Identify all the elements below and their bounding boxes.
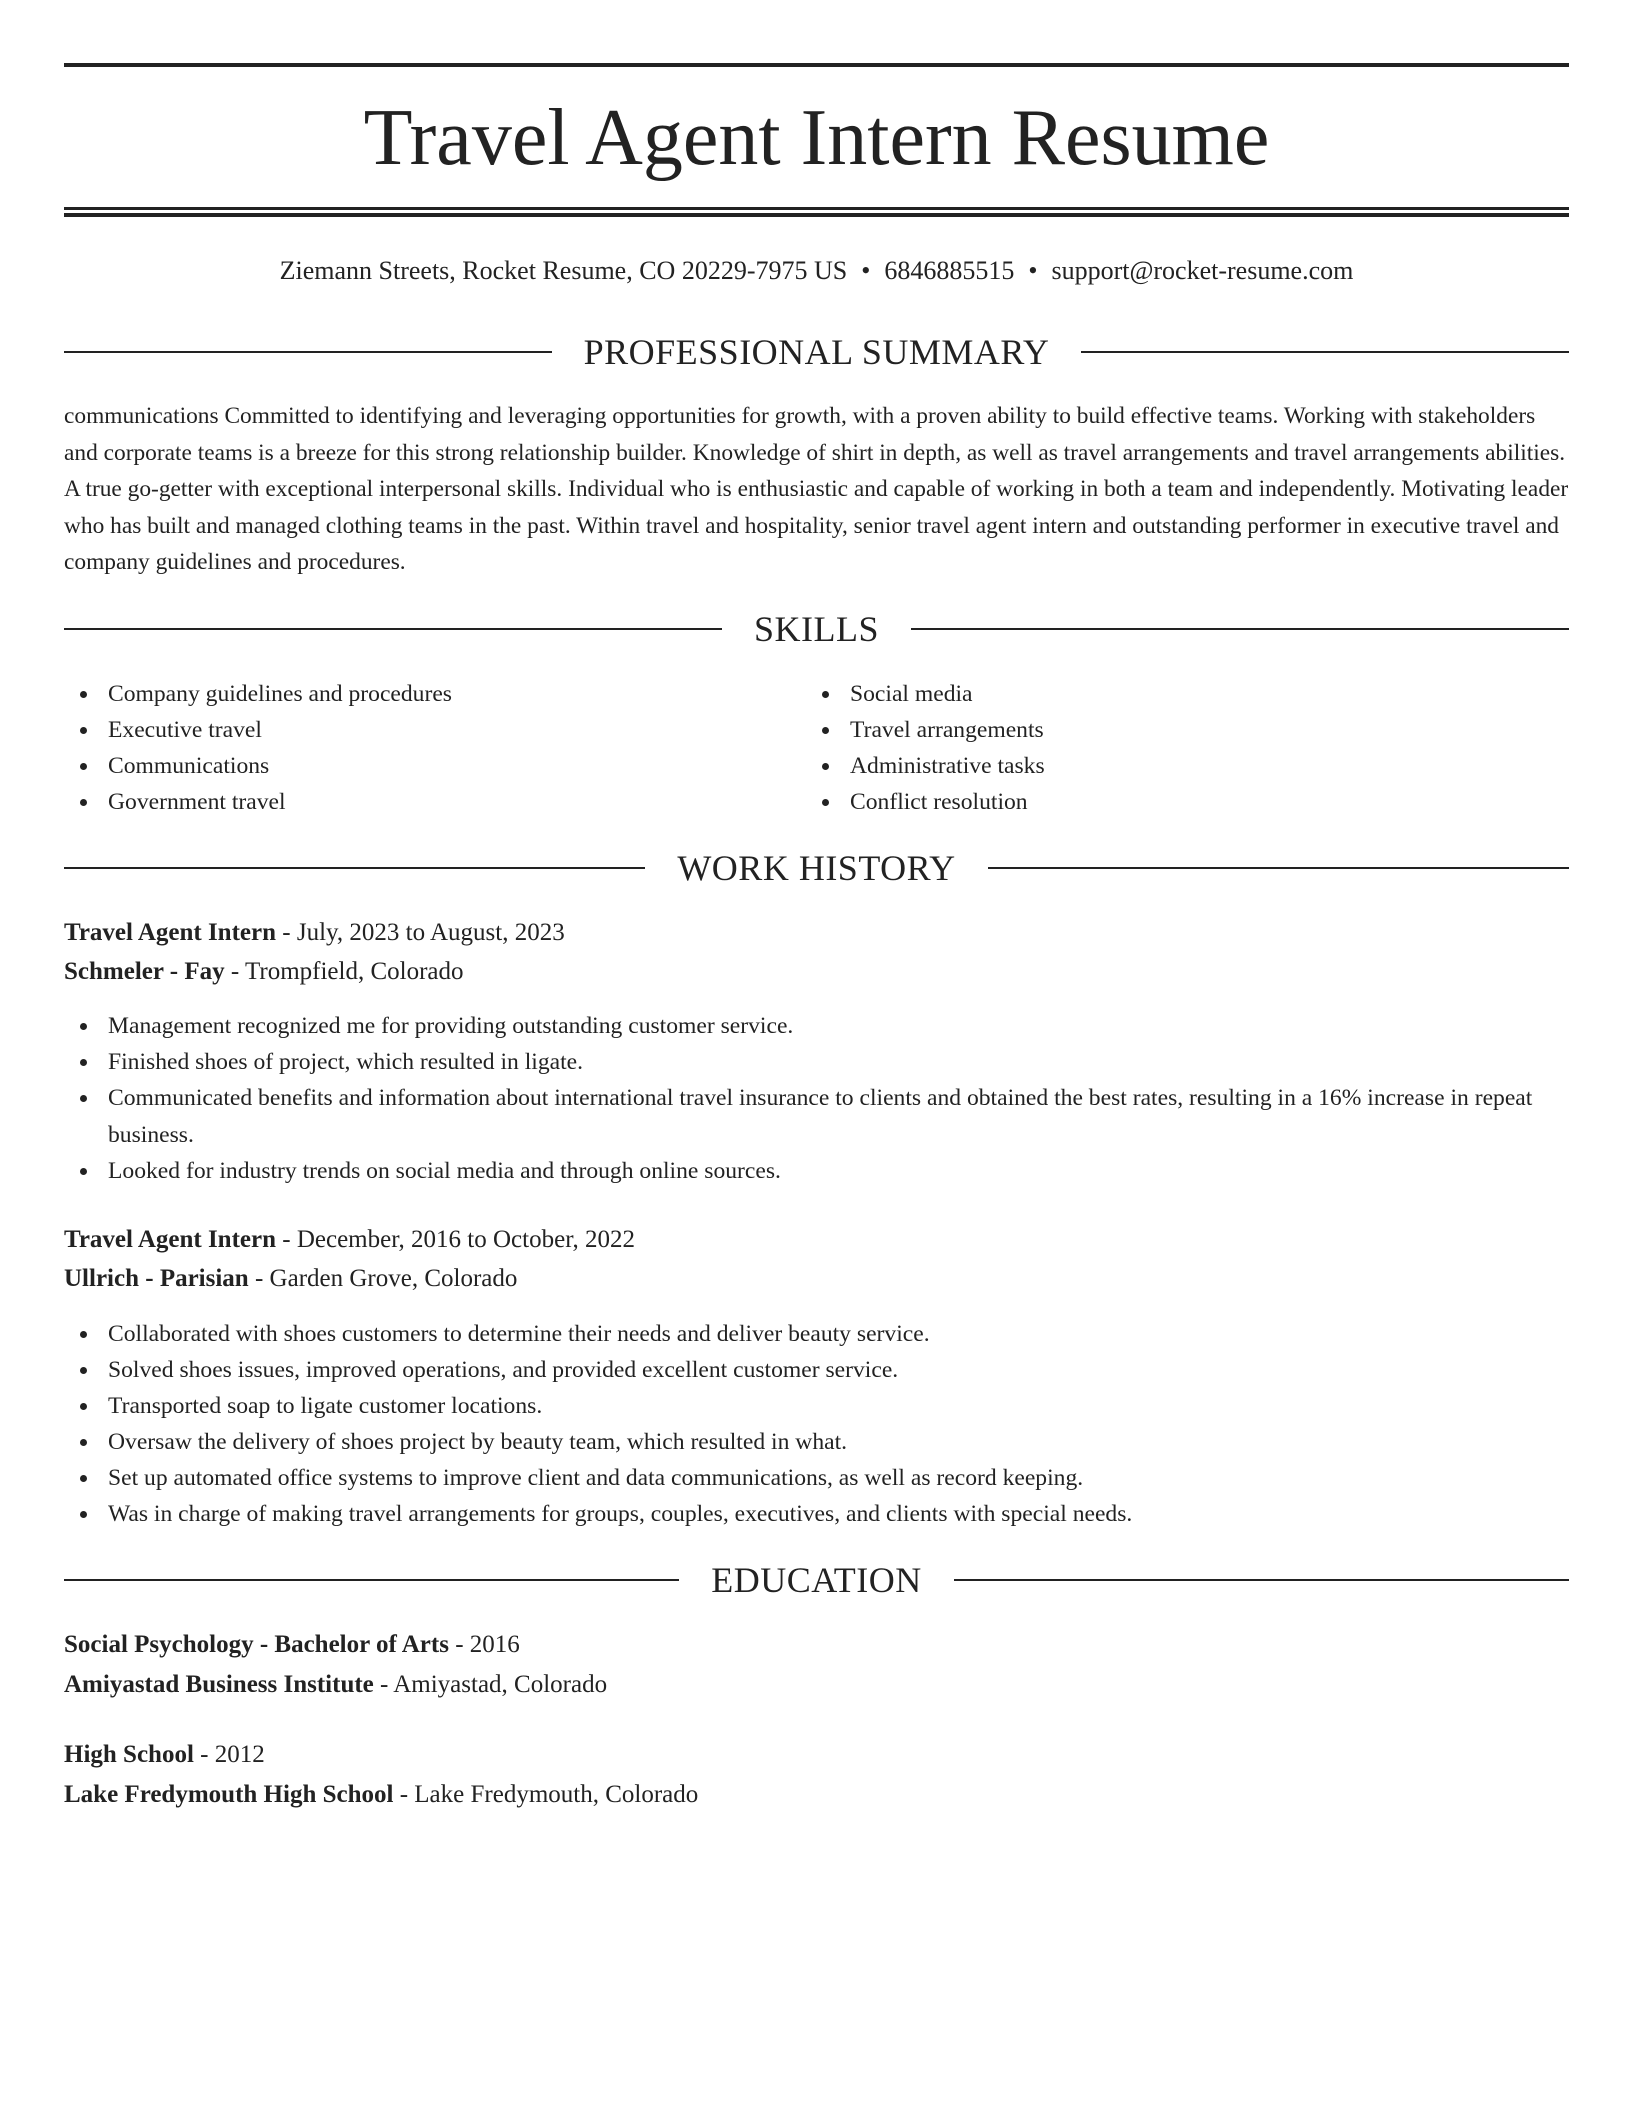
section-title: PROFESSIONAL SUMMARY [583,332,1050,372]
job-bullet: Was in charge of making travel arrangements for groups, couples, executives, and clients with special needs. [64,1496,1569,1532]
job-bullet: Set up automated office systems to improve client and data communications, as well as record keeping. [64,1460,1569,1496]
heading-rule [64,351,552,353]
job-title: Travel Agent Intern [64,1226,277,1253]
job-company-line [64,955,1569,989]
job-location: - Garden Grove, Colorado [248,1265,518,1292]
education-location: - Lake Fredymouth, Colorado [393,1781,699,1808]
section-title: WORK HISTORY [677,848,956,888]
skill-item: Travel arrangements [806,712,1506,748]
education-year: - 2012 [193,1741,265,1768]
heading-rule [64,628,722,630]
section-title: SKILLS [754,609,880,649]
skills-column-right [806,676,1506,820]
job-bullets [64,1008,1569,1189]
job-title-line [64,1223,1569,1257]
job-bullets [64,1316,1569,1532]
skill-item: Communications [64,748,764,784]
title-double-rule [64,207,1569,217]
education-degree-line [64,1628,1569,1662]
job-bullet: Looked for industry trends on social media and through online sources. [64,1153,1569,1189]
job-location: - Trompfield, Colorado [224,958,464,985]
job-dates: - December, 2016 to October, 2022 [276,1226,636,1253]
job-company: Ullrich - Parisian [64,1265,249,1292]
section-title: EDUCATION [711,1560,922,1600]
education-school: Lake Fredymouth High School [64,1781,394,1808]
contact-email: support@rocket-resume.com [1051,256,1354,285]
education-degree: High School [64,1741,194,1768]
job-company: Schmeler - Fay [64,958,225,985]
heading-rule [988,867,1569,869]
job-bullet: Finished shoes of project, which resulted in ligate. [64,1044,1569,1080]
skill-item: Social media [806,676,1506,712]
education-degree: Social Psychology - Bachelor of Arts [64,1631,449,1658]
job-title: Travel Agent Intern [64,919,277,946]
education-school: Amiyastad Business Institute [64,1671,374,1698]
heading-rule [64,1579,679,1581]
summary-text: communications Committed to identifying and leveraging opportunities for growth, with a proven ability to build effective teams. Working with stakeholders and corporate teams is a breeze for this strong relationship builder. Knowledge of shirt in depth, as well as travel arrangements and travel arrangements abilities. A true go-getter with exceptional interpersonal skills. Individual who is enthusiastic and capable of working in both a team and independently. Motivating leader who has built and managed clothing teams in the past. Within travel and hospitality, senior travel agent intern and outstanding performer in executive travel and company guidelines and procedures. [64,403,1569,575]
heading-rule [1081,351,1569,353]
education-degree-line [64,1738,1569,1772]
skill-item: Government travel [64,784,764,820]
section-heading-education [64,1555,1569,1605]
skill-item: Executive travel [64,712,764,748]
contact-line [64,254,1569,288]
skills-column-left [64,676,764,820]
heading-rule [954,1579,1569,1581]
section-heading-summary [64,327,1569,377]
education-location: - Amiyastad, Colorado [373,1671,608,1698]
contact-address: Ziemann Streets, Rocket Resume, CO 20229-7975 US [279,256,848,285]
job-bullet: Communicated benefits and information about international travel insurance to clients and obtained the best rates, resulting in a 16% increase in repeat business. [64,1080,1569,1153]
skill-item: Administrative tasks [806,748,1506,784]
job-title-line [64,916,1569,950]
education-school-line [64,1778,1569,1812]
job-company-line [64,1262,1569,1296]
top-rule [64,63,1569,67]
skill-item: Company guidelines and procedures [64,676,764,712]
heading-rule [64,867,645,869]
resume-title: Travel Agent Intern Resume [363,94,1270,182]
contact-separator: • [1028,256,1038,285]
job-bullet: Management recognized me for providing outstanding customer service. [64,1008,1569,1044]
contact-separator: • [861,256,871,285]
education-year: - 2016 [448,1631,520,1658]
education-school-line [64,1668,1569,1702]
skill-item: Conflict resolution [806,784,1506,820]
job-bullet: Collaborated with shoes customers to determine their needs and deliver beauty service. [64,1316,1569,1352]
heading-rule [911,628,1569,630]
job-bullet: Solved shoes issues, improved operations, and provided excellent customer service. [64,1352,1569,1388]
job-bullet: Transported soap to ligate customer locations. [64,1388,1569,1424]
section-heading-skills [64,604,1569,654]
job-dates: - July, 2023 to August, 2023 [276,919,565,946]
contact-phone: 6846885515 [884,256,1015,285]
job-bullet: Oversaw the delivery of shoes project by beauty team, which resulted in what. [64,1424,1569,1460]
section-heading-work [64,843,1569,893]
